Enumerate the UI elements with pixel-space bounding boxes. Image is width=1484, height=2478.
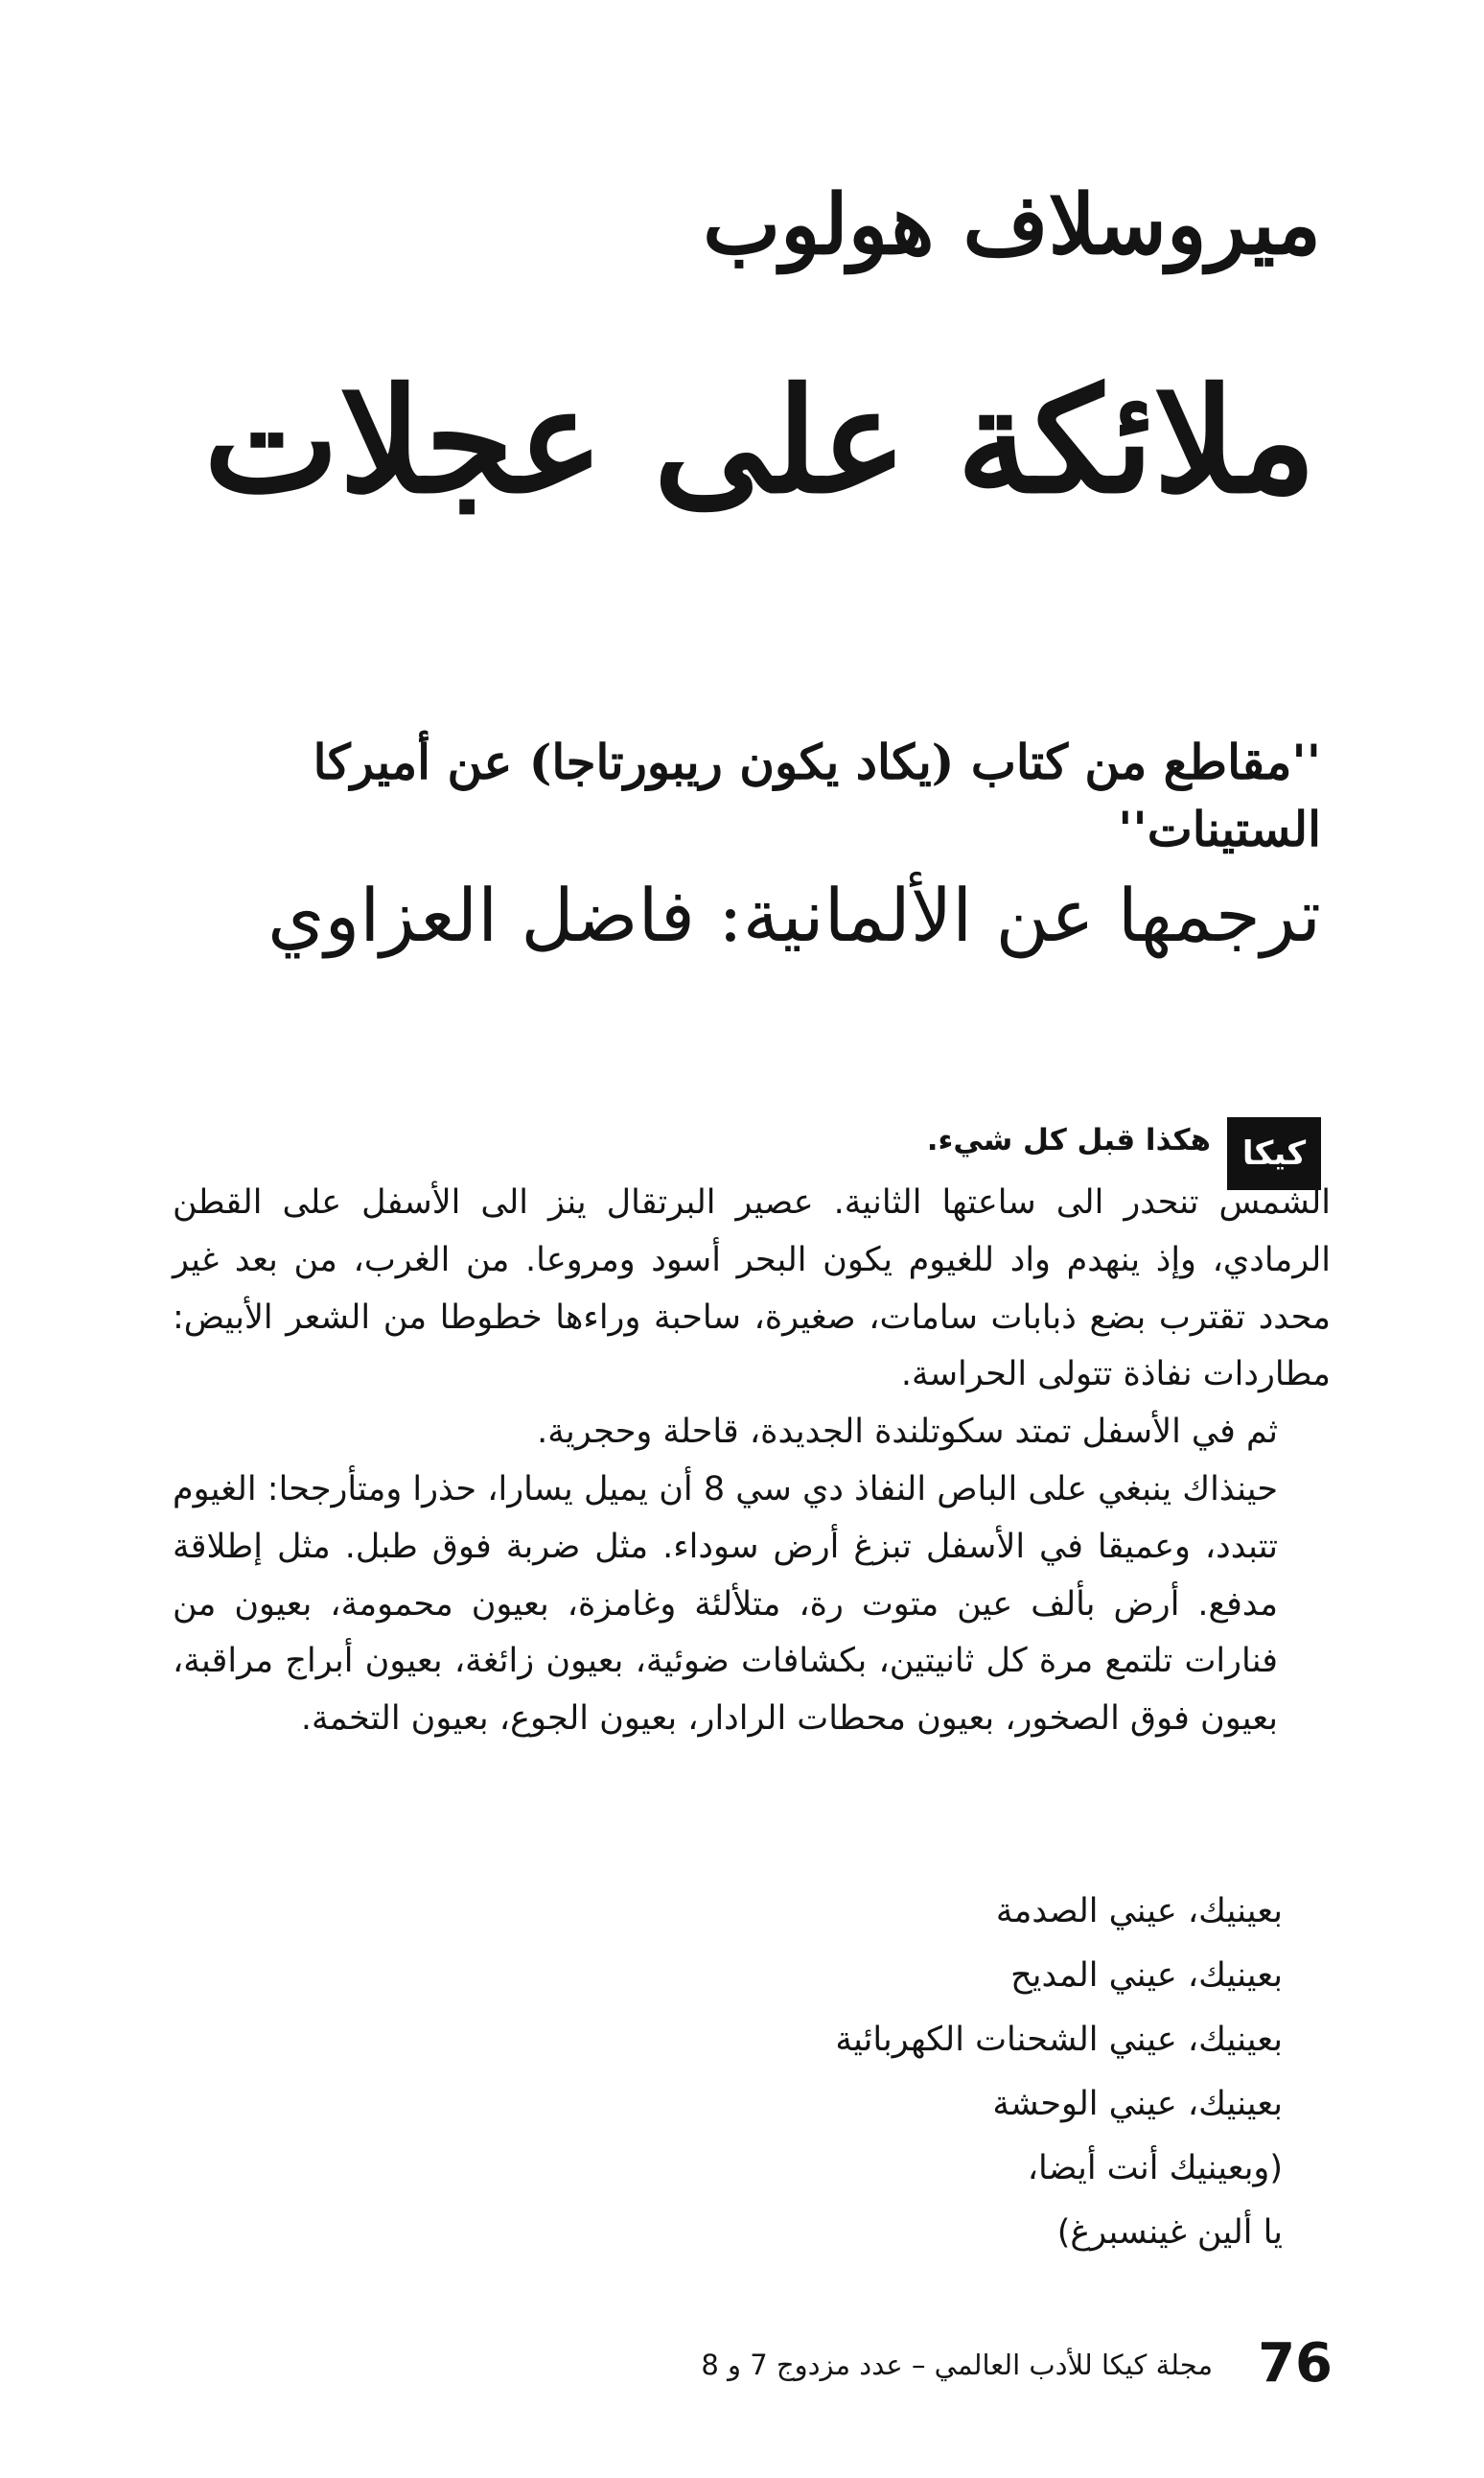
article-body — [173, 1175, 1331, 1748]
verse-line: (وبعينيك أنت أيضا، — [1027, 2149, 1283, 2187]
translator-credit: ترجمها عن الألمانية: فاضل العزاوي — [267, 873, 1321, 958]
verse-line: بعينيك، عيني الوحشة — [992, 2085, 1283, 2123]
kika-badge: كيكا — [1227, 1117, 1321, 1190]
page-number: 76 — [1258, 2332, 1333, 2395]
paragraph: حينذاك ينبغي على الباص النفاذ دي سي 8 أن يميل يسارا، حذرا ومتأرجحا: الغيوم تتبدد، وعميقا في الأسفل تبزغ أرض سوداء. مثل ضربة فوق طبل. مثل إطلاقة مدفع. أرض بألف عين متوت رة، متلألئة وغامزة، بعيون محمومة، بعيون من فنارات تلتمع مرة كل ثانيتين، بكشافات ضوئية، بعيون زائغة، بعيون أبراج مراقبة، بعيون فوق الصخور، بعيون محطات الرادار، بعيون الجوع، بعيون التخمة. — [173, 1469, 1278, 1739]
verse-line: بعينيك، عيني الشحنات الكهربائية — [835, 2021, 1283, 2059]
journal-credit: مجلة كيكا للأدب العالمي – عدد مزدوج 7 و 8 — [701, 2349, 1213, 2381]
opening-line: هكذا قبل كل شيء. — [926, 1123, 1211, 1157]
page-footer — [661, 2330, 1333, 2397]
paragraph: الشمس تنحدر الى ساعتها الثانية. عصير البرتقال ينز الى الأسفل على القطن الرمادي، وإذ ينهدم واد للغيوم يكون البحر أسود ومروعا. من الغرب، من بعد غير محدد تقترب بضع ذبابات سامات، صغيرة، ساحبة وراءها خطوطا من الشعر الأبيض: مطاردات نفاذة تتولى الحراسة. — [173, 1183, 1331, 1394]
paragraph: ثم في الأسفل تمتد سكوتلندة الجديدة، قاحلة وحجرية. — [537, 1413, 1278, 1452]
verse-line: بعينيك، عيني الصدمة — [995, 1892, 1283, 1930]
subtitle: ''مقاطع من كتاب (يكاد يكون ريبورتاجا) عن أميركا الستينات'' — [313, 734, 1321, 857]
author-name: ميروسلاف هولوب — [703, 176, 1321, 273]
verse-block — [612, 1880, 1283, 2265]
verse-line: بعينيك، عيني المديح — [1010, 1956, 1283, 1995]
verse-line: يا ألين غينسبرغ) — [1056, 2213, 1283, 2252]
book-title: ملائكة على عجلات — [203, 357, 1316, 526]
